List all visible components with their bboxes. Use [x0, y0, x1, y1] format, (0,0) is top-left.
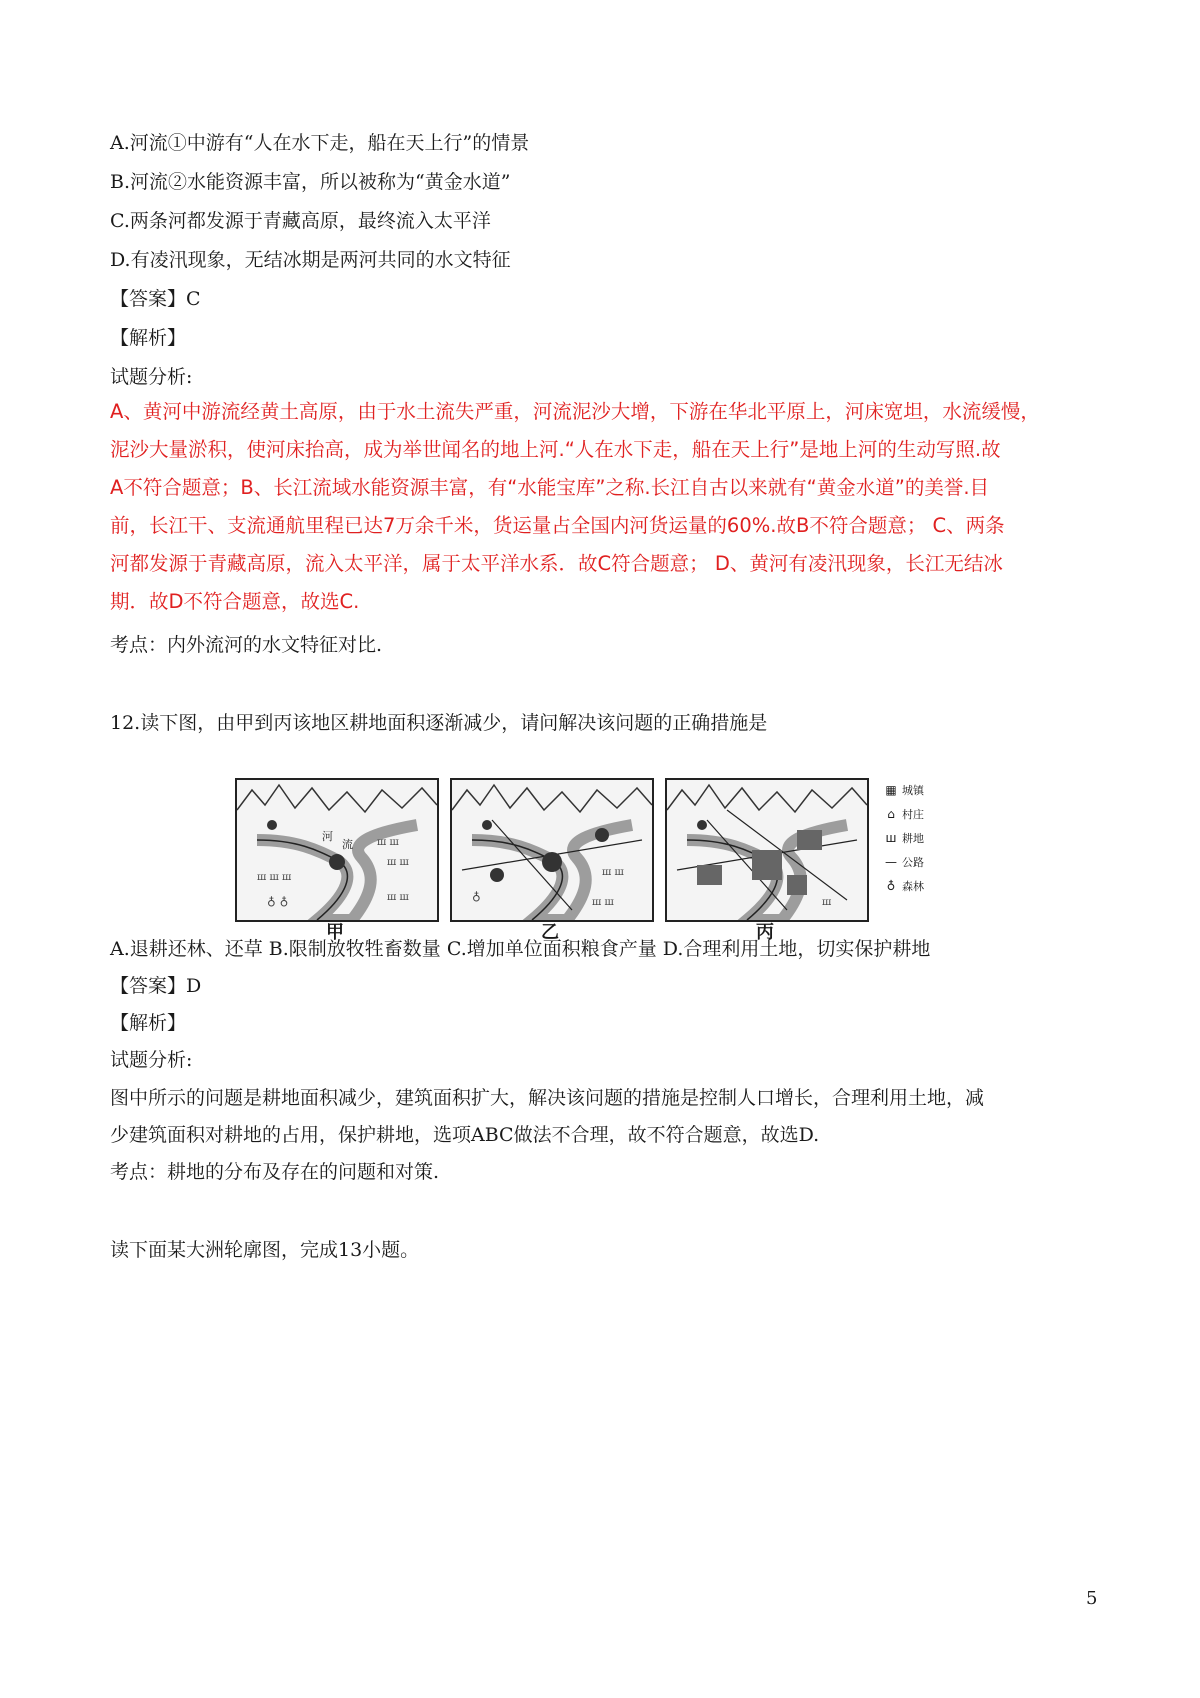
- q11-analysis-red-line: 期．故D不符合题意，故选C.: [110, 590, 360, 613]
- map-panel-jia: [235, 778, 439, 922]
- map-jia-drawing: [237, 780, 437, 920]
- q12-analysis-line: 图中所示的问题是耕地面积减少，建筑面积扩大，解决该问题的措施是控制人口增长，合理利用土地，减: [110, 1087, 985, 1109]
- q11-kaodian: 考点：内外流河的水文特征对比.: [110, 634, 383, 656]
- map-legend: [880, 780, 975, 910]
- q11-option-c: C.两条河都发源于青藏高原，最终流入太平洋: [110, 210, 491, 232]
- legend-label: 耕地: [902, 832, 924, 845]
- panel-label-bing: 丙: [756, 922, 774, 943]
- q12-analysis-heading: 【解析】: [110, 1012, 187, 1034]
- map-bing-drawing: [667, 780, 867, 920]
- forest-icon: ♁: [886, 879, 896, 893]
- svg-text:♁: ♁: [472, 889, 481, 903]
- legend-item-farmland: [880, 828, 975, 848]
- farmland-icon: ш: [885, 831, 897, 845]
- map-yi-drawing: [452, 780, 652, 920]
- legend-label: 村庄: [902, 808, 924, 821]
- q12-kaodian: 考点：耕地的分布及存在的问题和对策.: [110, 1161, 440, 1183]
- legend-item-village: [880, 804, 975, 824]
- svg-text:ш ш: ш ш: [602, 867, 624, 878]
- svg-text:ш ш: ш ш: [592, 897, 614, 908]
- map-river-label: 流: [342, 838, 353, 851]
- q11-option-b: B.河流②水能资源丰富，所以被称为“黄金水道”: [110, 171, 511, 193]
- svg-text:♁ ♁: ♁ ♁: [267, 894, 289, 908]
- svg-text:ш ш: ш ш: [377, 837, 399, 848]
- town-icon: ▦: [885, 783, 897, 797]
- svg-text:ш: ш: [822, 897, 832, 908]
- q12-question: 12.读下图，由甲到丙该地区耕地面积逐渐减少，请问解决该问题的正确措施是: [110, 712, 768, 734]
- q11-option-a: A.河流①中游有“人在水下走，船在天上行”的情景: [110, 132, 530, 154]
- q12-figure: [235, 778, 970, 943]
- q12-options: A.退耕还林、还草 B.限制放牧牲畜数量 C.增加单位面积粮食产量 D.合理利用土地，切实保护耕地: [110, 938, 931, 960]
- q11-analysis-red-line: A、黄河中游流经黄土高原，由于水土流失严重，河流泥沙大增，下游在华北平原上，河床宽坦，水流缓慢，: [110, 400, 1040, 423]
- q11-answer: 【答案】C: [110, 288, 201, 310]
- legend-item-town: [880, 780, 975, 800]
- q11-analysis-red-line: 前，长江干、支流通航里程已达7万余千米，货运量占全国内河货运量的60%.故B不符合题意； C、两条: [110, 514, 1005, 537]
- page-number: 5: [1086, 1588, 1098, 1609]
- map-panel-bing: [665, 778, 869, 922]
- q12-analysis-intro: 试题分析:: [110, 1049, 193, 1071]
- map-panel-yi: [450, 778, 654, 922]
- svg-text:ш ш: ш ш: [387, 892, 409, 903]
- q11-option-d: D.有凌汛现象，无结冰期是两河共同的水文特征: [110, 249, 511, 271]
- legend-item-road: [880, 852, 975, 872]
- q12-answer: 【答案】D: [110, 975, 202, 997]
- panel-label-jia: 甲: [326, 922, 344, 943]
- q11-analysis-heading: 【解析】: [110, 327, 187, 349]
- legend-label: 城镇: [902, 784, 924, 797]
- svg-text:ш ш: ш ш: [387, 857, 409, 868]
- panel-label-yi: 乙: [541, 922, 559, 943]
- legend-label: 森林: [902, 880, 924, 893]
- svg-text:ш ш ш: ш ш ш: [257, 872, 292, 883]
- road-icon: —: [885, 855, 897, 869]
- village-icon: ⌂: [887, 807, 895, 821]
- q11-analysis-red-line: A不符合题意；B、长江流域水能资源丰富，有“水能宝库”之称.长江自古以来就有“黄金水道”的美誉.目: [110, 476, 990, 499]
- map-river-label: 河: [322, 830, 333, 843]
- q13-intro: 读下面某大洲轮廓图，完成13小题。: [110, 1239, 420, 1261]
- legend-label: 公路: [902, 856, 924, 869]
- q11-analysis-red-block: [110, 393, 1100, 633]
- legend-item-forest: [880, 876, 975, 896]
- q11-analysis-red-line: 河都发源于青藏高原，流入太平洋，属于太平洋水系．故C符合题意； D、黄河有凌汛现象，长江无结冰: [110, 552, 1003, 575]
- q11-analysis-intro: 试题分析:: [110, 366, 193, 388]
- q11-analysis-red-line: 泥沙大量淤积，使河床抬高，成为举世闻名的地上河.“人在水下走，船在天上行”是地上河的生动写照.故: [110, 438, 1001, 461]
- q12-analysis-line: 少建筑面积对耕地的占用，保护耕地，选项ABC做法不合理，故不符合题意，故选D.: [110, 1124, 820, 1146]
